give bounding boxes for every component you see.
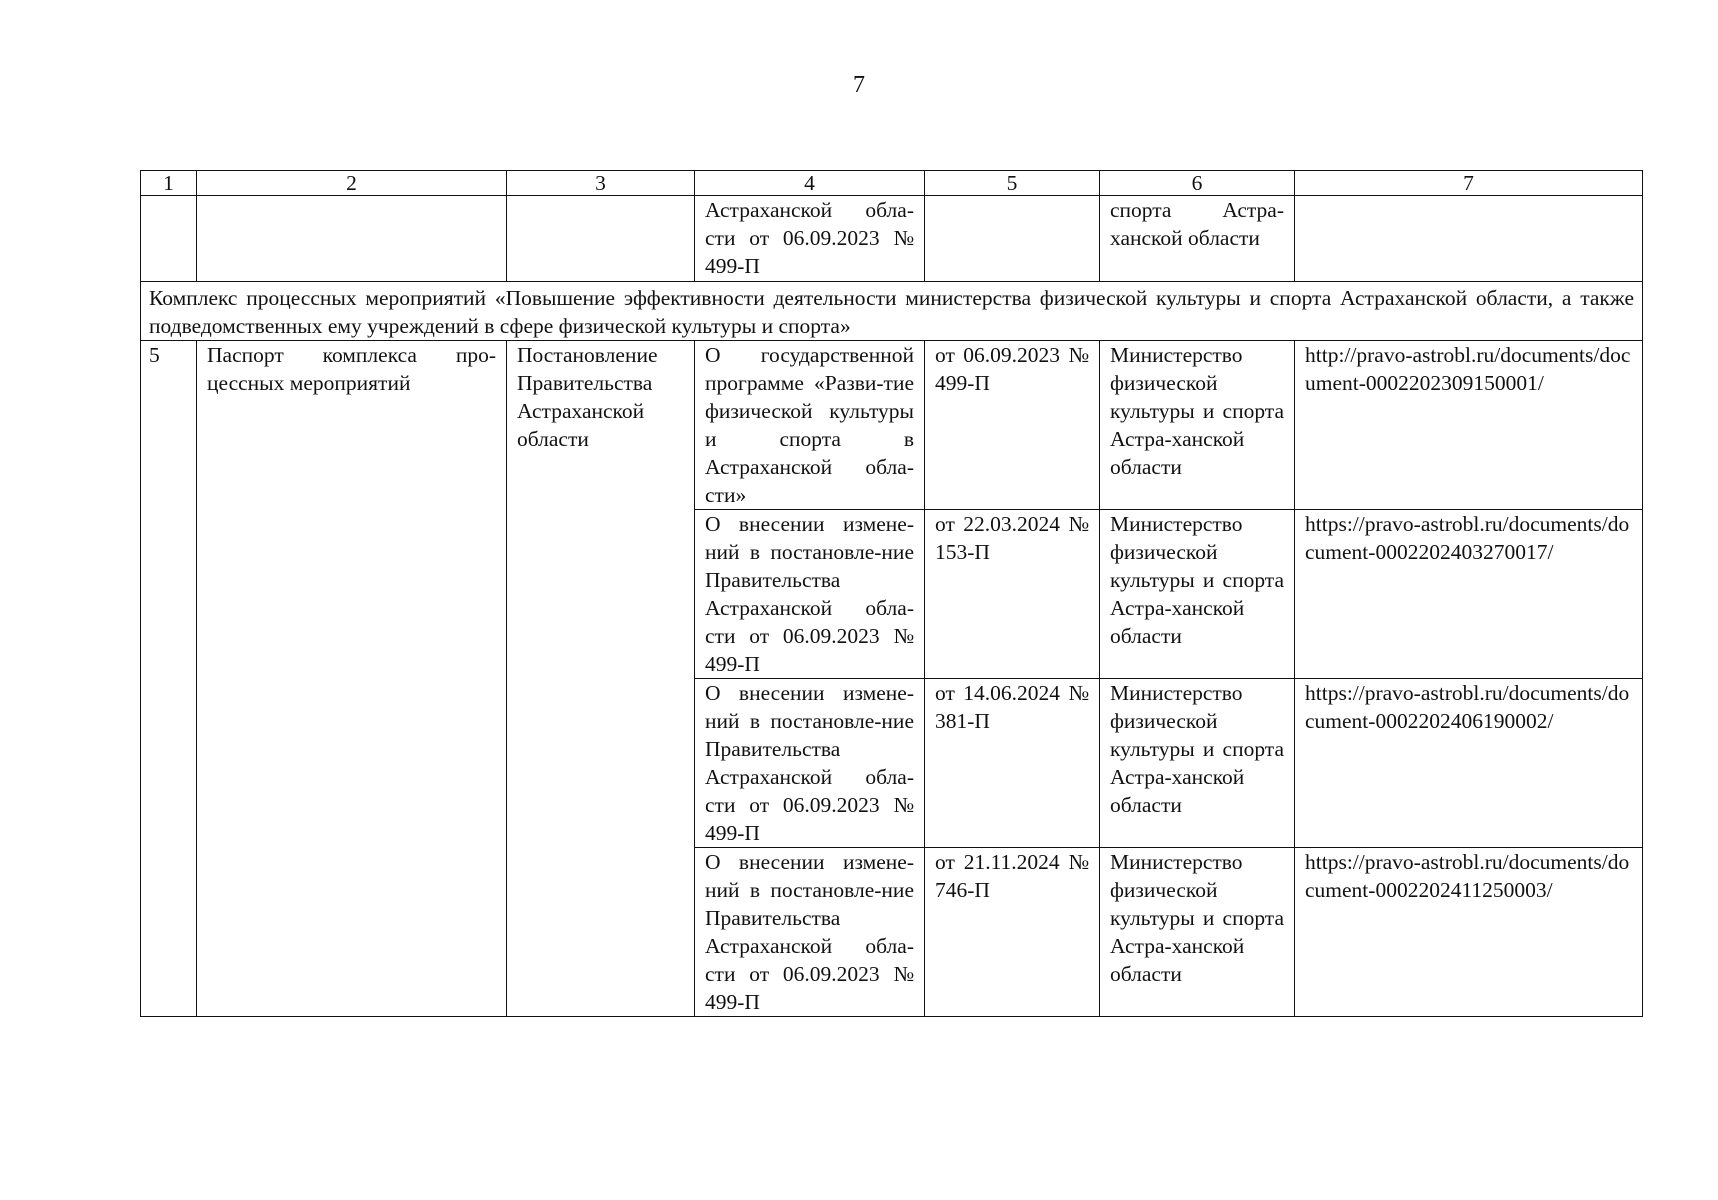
act-url: https://pravo-astrobl.ru/documents/document-0002202403270017/	[1295, 510, 1643, 679]
column-header: 5	[925, 171, 1100, 196]
column-header: 7	[1295, 171, 1643, 196]
table-cell	[197, 196, 507, 282]
act-date-number: от 14.06.2024 № 381-П	[925, 679, 1100, 848]
act-issuing-body: Министерство физической культуры и спорта Астра-ханской области	[1100, 341, 1295, 510]
continued-act-title: Астраханской обла-сти от 06.09.2023 № 499-П	[695, 196, 925, 282]
act-url: https://pravo-astrobl.ru/documents/document-0002202411250003/	[1295, 848, 1643, 1017]
act-date-number: от 21.11.2024 № 746-П	[925, 848, 1100, 1017]
column-header: 3	[507, 171, 695, 196]
act-date-number: от 22.03.2024 № 153-П	[925, 510, 1100, 679]
column-header: 2	[197, 171, 507, 196]
continued-row	[141, 196, 1643, 282]
table-cell	[1295, 196, 1643, 282]
table-cell	[925, 196, 1100, 282]
act-date-number: от 06.09.2023 № 499-П	[925, 341, 1100, 510]
act-title: О государственной программе «Разви-тие физической культуры и спорта в Астраханской обла-сти»	[695, 341, 925, 510]
column-header: 1	[141, 171, 197, 196]
continued-issuing-body: спорта Астра-ханской области	[1100, 196, 1295, 282]
column-header: 6	[1100, 171, 1295, 196]
act-title: О внесении измене-ний в постановле-ние Правительства Астраханской обла-сти от 06.09.2023 № 499-П	[695, 679, 925, 848]
entry-name: Паспорт комплекса про-цессных мероприятий	[197, 341, 507, 1017]
entry-number: 5	[141, 341, 197, 1017]
entry-act-type: Постановление Правительства Астраханской области	[507, 341, 695, 1017]
act-issuing-body: Министерство физической культуры и спорта Астра-ханской области	[1100, 510, 1295, 679]
table-cell	[507, 196, 695, 282]
act-url: https://pravo-astrobl.ru/documents/document-0002202406190002/	[1295, 679, 1643, 848]
section-title: Комплекс процессных мероприятий «Повышение эффективности деятельности министерства физической культуры и спорта Астраханской области, а также подведомственных ему учреждений в сфере физической культуры и спорта»	[141, 282, 1643, 341]
act-issuing-body: Министерство физической культуры и спорта Астра-ханской области	[1100, 848, 1295, 1017]
act-url: http://pravo-astrobl.ru/documents/document-0002202309150001/	[1295, 341, 1643, 510]
act-title: О внесении измене-ний в постановле-ние Правительства Астраханской обла-сти от 06.09.2023 № 499-П	[695, 510, 925, 679]
table-row	[141, 341, 1643, 510]
act-issuing-body: Министерство физической культуры и спорта Астра-ханской области	[1100, 679, 1295, 848]
page-number: 7	[853, 72, 865, 98]
act-title: О внесении измене-ний в постановле-ние Правительства Астраханской обла-сти от 06.09.2023 № 499-П	[695, 848, 925, 1017]
column-header-row	[141, 171, 1643, 196]
column-header: 4	[695, 171, 925, 196]
table-cell	[141, 196, 197, 282]
regulations-table	[140, 170, 1643, 1017]
section-row	[141, 282, 1643, 341]
